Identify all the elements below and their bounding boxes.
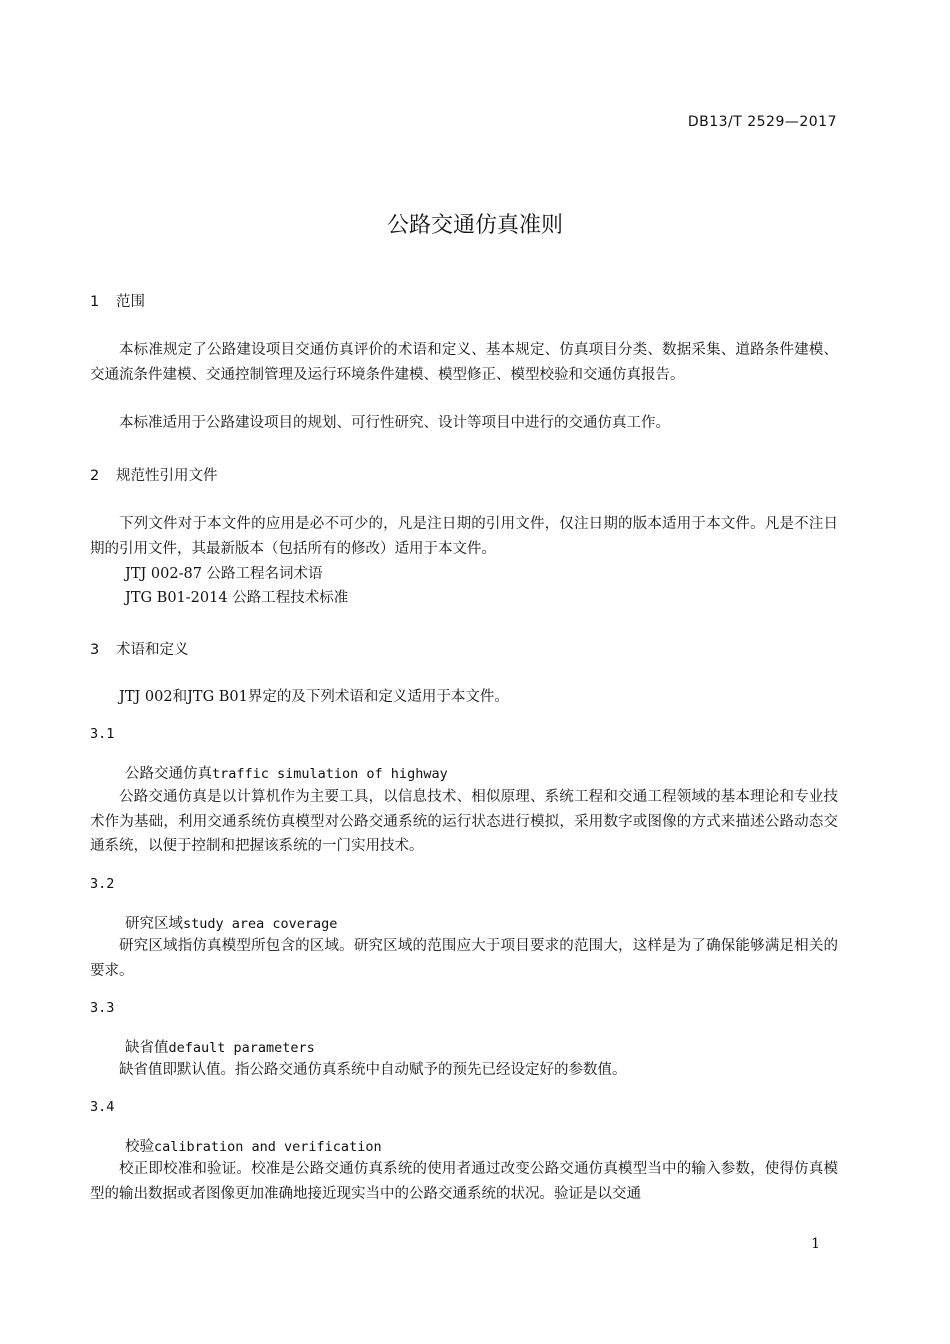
- term-number: 3.4: [90, 1099, 115, 1115]
- term-definition: 公路交通仿真是以计算机作为主要工具，以信息技术、相似原理、系统工程和交通工程领域的基本理论和专业技术作为基础，利用交通系统仿真模型对公路交通系统的运行状态进行模拟，采用数字或图像的方式来描述公路动态交通系统，以便于控制和把握该系统的一门实用技术。: [90, 789, 838, 854]
- term-definition: 研究区域指仿真模型所包含的区域。研究区域的范围应大于项目要求的范围大，这样是为了确保能够满足相关的要求。: [90, 938, 838, 979]
- term-heading: [125, 1036, 315, 1057]
- scope-paragraph-1: 本标准规定了公路建设项目交通仿真评价的术语和定义、基本规定、仿真项目分类、数据采集、道路条件建模、交通流条件建模、交通控制管理及运行环境条件建模、模型修正、模型校验和交通仿真报告。: [90, 342, 838, 383]
- scope-paragraph-2: 本标准适用于公路建设项目的规划、可行性研究、设计等项目中进行的交通仿真工作。: [119, 415, 670, 431]
- section-heading-terms: [90, 638, 189, 659]
- section-heading-scope: [90, 290, 145, 311]
- term-zh: 研究区域: [125, 916, 183, 932]
- page-number: 1: [811, 1236, 820, 1252]
- standard-code: DB13/T 2529—2017: [687, 114, 837, 130]
- term-definition: 校正即校准和验证。校准是公路交通仿真系统的使用者通过改变公路交通仿真模型当中的输入参数，使得仿真模型的输出数据或者图像更加准确地接近现实当中的公路交通系统的状况。验证是以交通: [90, 1161, 838, 1202]
- term-number: 3.3: [90, 1000, 115, 1016]
- term-zh: 缺省值: [125, 1040, 169, 1056]
- section-number: 3: [90, 642, 100, 658]
- reference-item: JTJ 002-87 公路工程名词术语: [125, 566, 323, 582]
- term-en: calibration and verification: [154, 1139, 382, 1155]
- term-definition: 缺省值即默认值。指公路交通仿真系统中自动赋予的预先已经设定好的参数值。: [119, 1062, 627, 1078]
- term-heading: [125, 912, 337, 933]
- section-number: 1: [90, 294, 100, 310]
- terms-intro-paragraph: JTJ 002和JTG B01界定的及下列术语和定义适用于本文件。: [119, 689, 509, 705]
- term-en: study area coverage: [183, 916, 338, 932]
- section-title: 规范性引用文件: [116, 468, 218, 484]
- term-zh: 校验: [125, 1139, 154, 1155]
- term-en: traffic simulation of highway: [212, 766, 448, 782]
- reference-item: JTG B01-2014 公路工程技术标准: [125, 590, 349, 606]
- references-paragraph: 下列文件对于本文件的应用是必不可少的，凡是注日期的引用文件，仅注日期的版本适用于本文件。凡是不注日期的引用文件，其最新版本（包括所有的修改）适用于本文件。: [90, 516, 838, 557]
- term-heading: [125, 1135, 382, 1156]
- term-en: default parameters: [168, 1040, 315, 1056]
- term-zh: 公路交通仿真: [125, 766, 212, 782]
- section-number: 2: [90, 468, 100, 484]
- section-title: 术语和定义: [116, 642, 189, 658]
- section-title: 范围: [116, 294, 145, 310]
- term-number: 3.1: [90, 726, 115, 742]
- section-heading-normative-references: [90, 464, 218, 485]
- term-heading: [125, 762, 448, 783]
- document-title: 公路交通仿真准则: [386, 213, 563, 238]
- term-number: 3.2: [90, 876, 115, 892]
